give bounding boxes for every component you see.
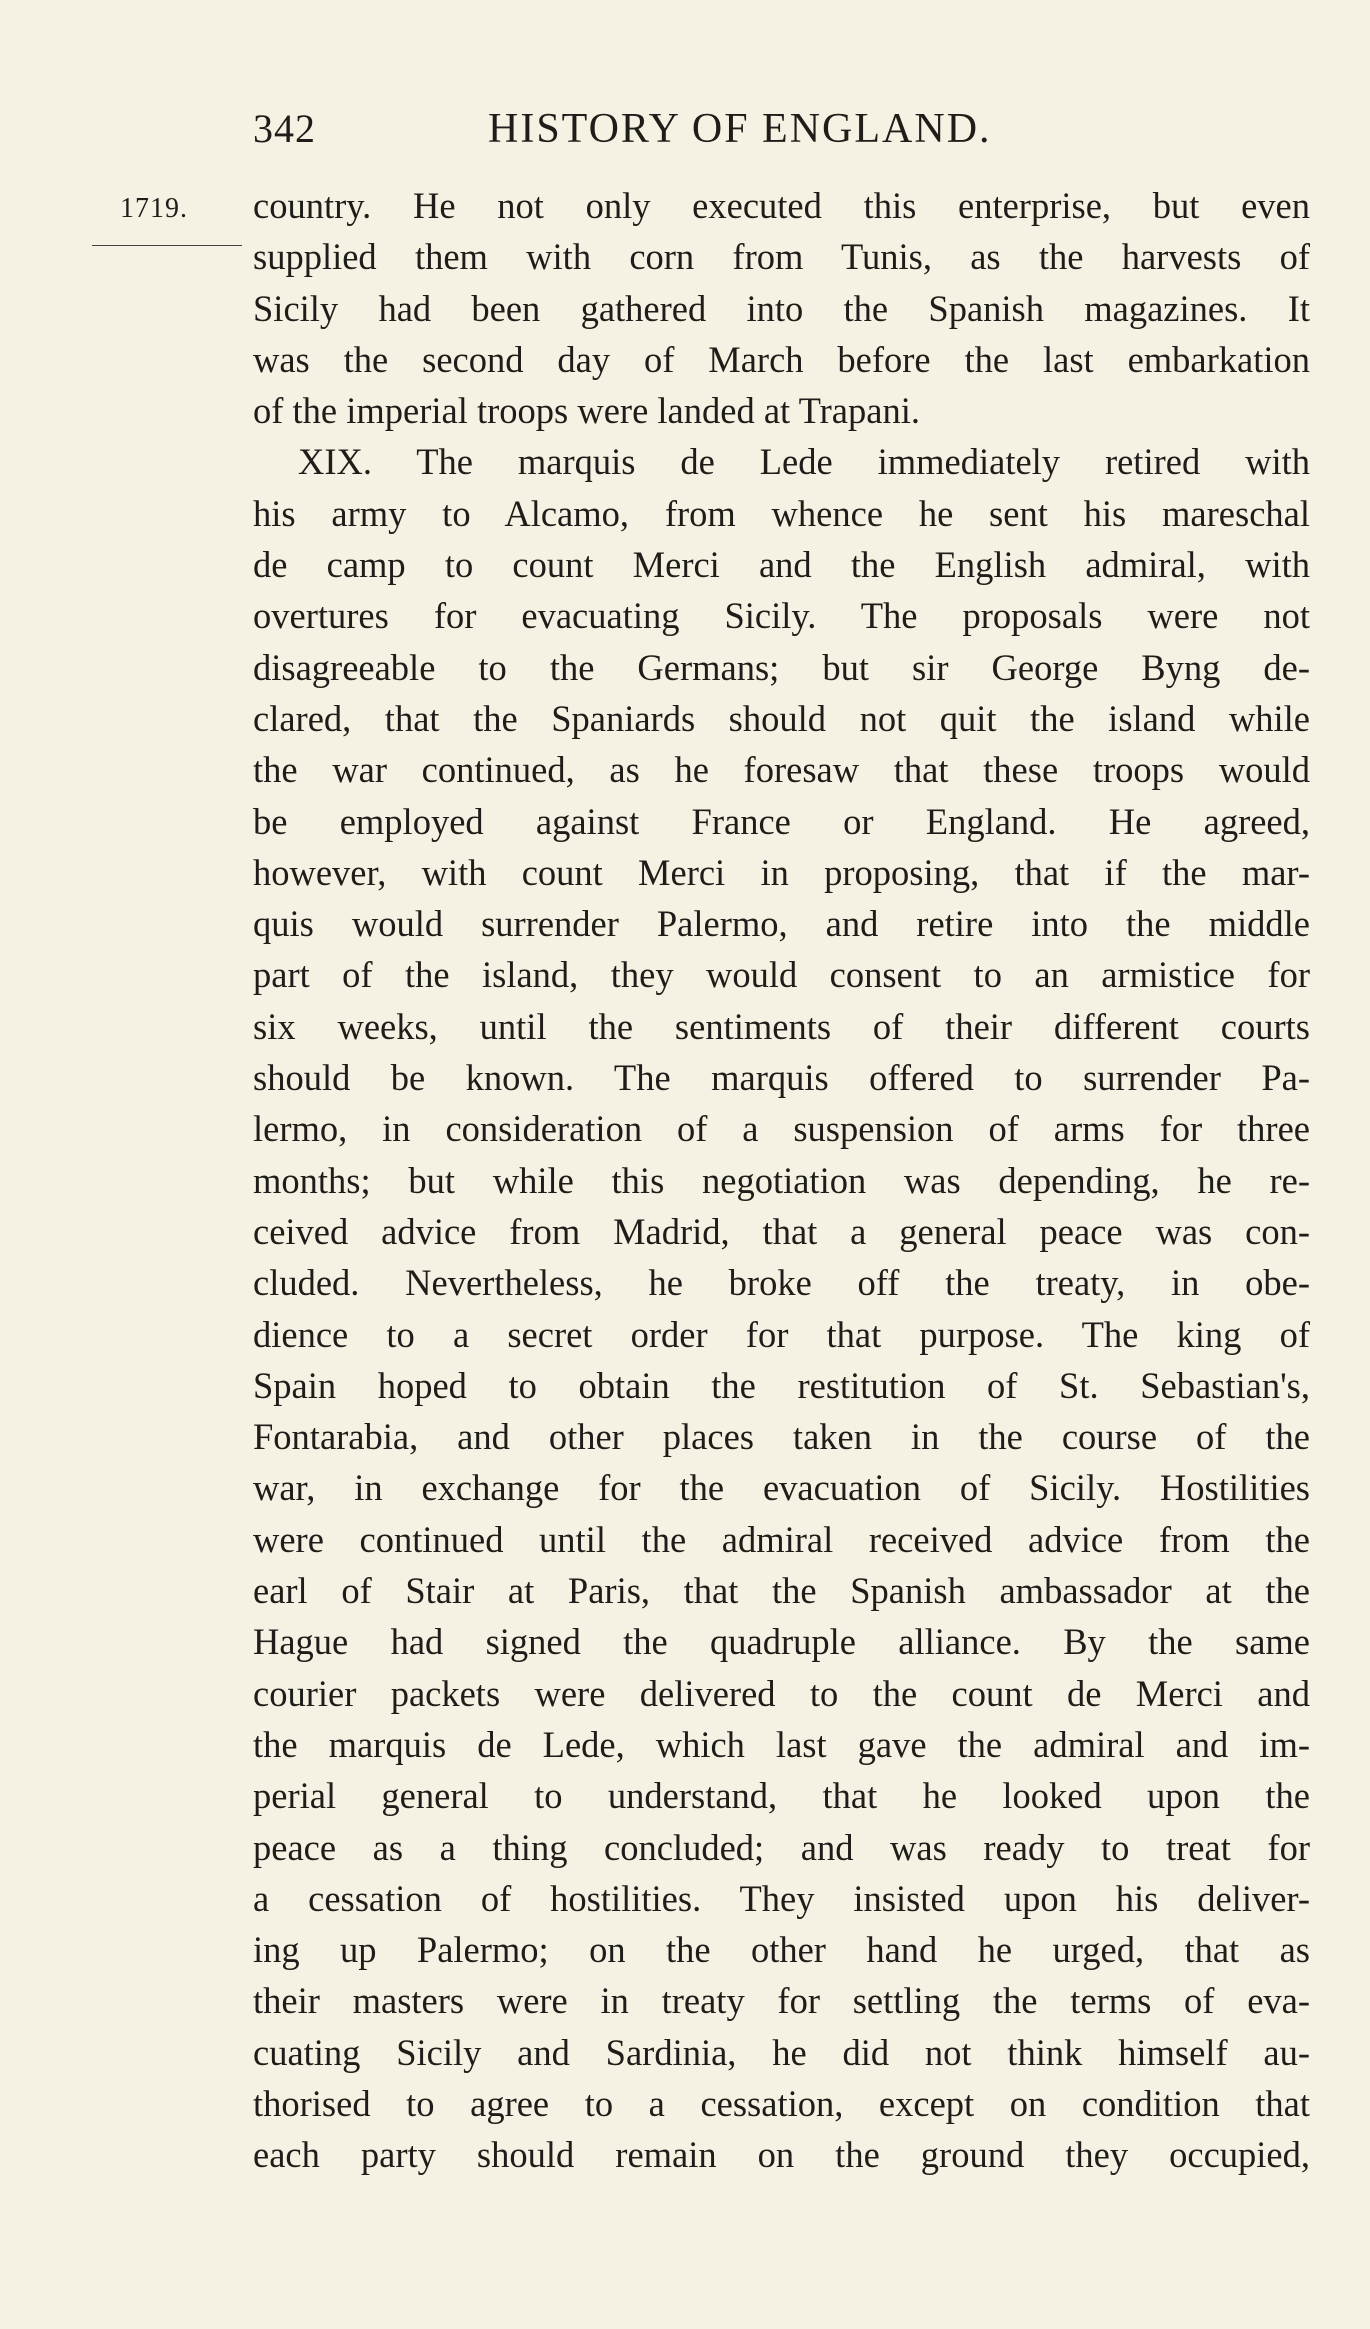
text-line: courier packets were delivered to the count de Merci and: [253, 1672, 1310, 1714]
text-line: earl of Stair at Paris, that the Spanish ambassador at the: [253, 1570, 1310, 1612]
body-text: [253, 180, 1310, 2181]
margin-rule: [92, 245, 242, 246]
margin-year-note: 1719.: [120, 193, 188, 224]
text-line: be employed against France or England. He agreed,: [253, 800, 1310, 842]
text-line: each party should remain on the ground they occupied,: [253, 2134, 1310, 2176]
text-line: a cessation of hostilities. They insisted upon his deliver-: [253, 1877, 1310, 1919]
running-title: HISTORY OF ENGLAND.: [488, 106, 992, 152]
text-line: supplied them with corn from Tunis, as the harvests of: [253, 236, 1310, 278]
text-line: Fontarabia, and other places taken in the course of the: [253, 1416, 1310, 1458]
text-line: their masters were in treaty for settling the terms of eva-: [253, 1980, 1310, 2022]
text-line: the marquis de Lede, which last gave the admiral and im-: [253, 1723, 1310, 1765]
text-line: quis would surrender Palermo, and retire into the middle: [253, 903, 1310, 945]
text-line: thorised to agree to a cessation, except on condition that: [253, 2082, 1310, 2124]
text-line: the war continued, as he foresaw that these troops would: [253, 749, 1310, 791]
text-line: disagreeable to the Germans; but sir George Byng de-: [253, 646, 1310, 688]
text-line: however, with count Merci in proposing, that if the mar-: [253, 851, 1310, 893]
text-line: cluded. Nevertheless, he broke off the treaty, in obe-: [253, 1262, 1310, 1304]
text-line: his army to Alcamo, from whence he sent his mareschal: [253, 492, 1310, 534]
text-line: were continued until the admiral received advice from the: [253, 1518, 1310, 1560]
text-line: XIX. The marquis de Lede immediately retired with: [298, 441, 1310, 483]
text-line: cuating Sicily and Sardinia, he did not think himself au-: [253, 2031, 1310, 2073]
text-line: of the imperial troops were landed at Trapani.: [253, 390, 920, 432]
text-line: overtures for evacuating Sicily. The proposals were not: [253, 595, 1310, 637]
text-line: war, in exchange for the evacuation of Sicily. Hostilities: [253, 1467, 1310, 1509]
text-line: ing up Palermo; on the other hand he urged, that as: [253, 1929, 1310, 1971]
text-line: Sicily had been gathered into the Spanish magazines. It: [253, 287, 1310, 329]
text-line: perial general to understand, that he looked upon the: [253, 1775, 1310, 1817]
text-line: six weeks, until the sentiments of their different courts: [253, 1005, 1310, 1047]
page-number: 342: [253, 106, 316, 151]
text-line: clared, that the Spaniards should not quit the island while: [253, 697, 1310, 739]
text-line: country. He not only executed this enterprise, but even: [253, 185, 1310, 226]
text-line: Hague had signed the quadruple alliance. By the same: [253, 1621, 1310, 1663]
page-header: [253, 105, 1083, 165]
text-line: was the second day of March before the last embarkation: [253, 338, 1310, 380]
text-line: dience to a secret order for that purpose. The king of: [253, 1313, 1310, 1355]
text-line: ceived advice from Madrid, that a general peace was con-: [253, 1210, 1310, 1252]
text-line: months; but while this negotiation was depending, he re-: [253, 1159, 1310, 1201]
text-line: lermo, in consideration of a suspension of arms for three: [253, 1108, 1310, 1150]
text-line: Spain hoped to obtain the restitution of St. Sebastian's,: [253, 1364, 1310, 1406]
text-line: part of the island, they would consent to an armistice for: [253, 954, 1310, 996]
text-line: peace as a thing concluded; and was ready to treat for: [253, 1826, 1310, 1868]
text-line: should be known. The marquis offered to surrender Pa-: [253, 1057, 1310, 1099]
text-line: de camp to count Merci and the English admiral, with: [253, 544, 1310, 586]
